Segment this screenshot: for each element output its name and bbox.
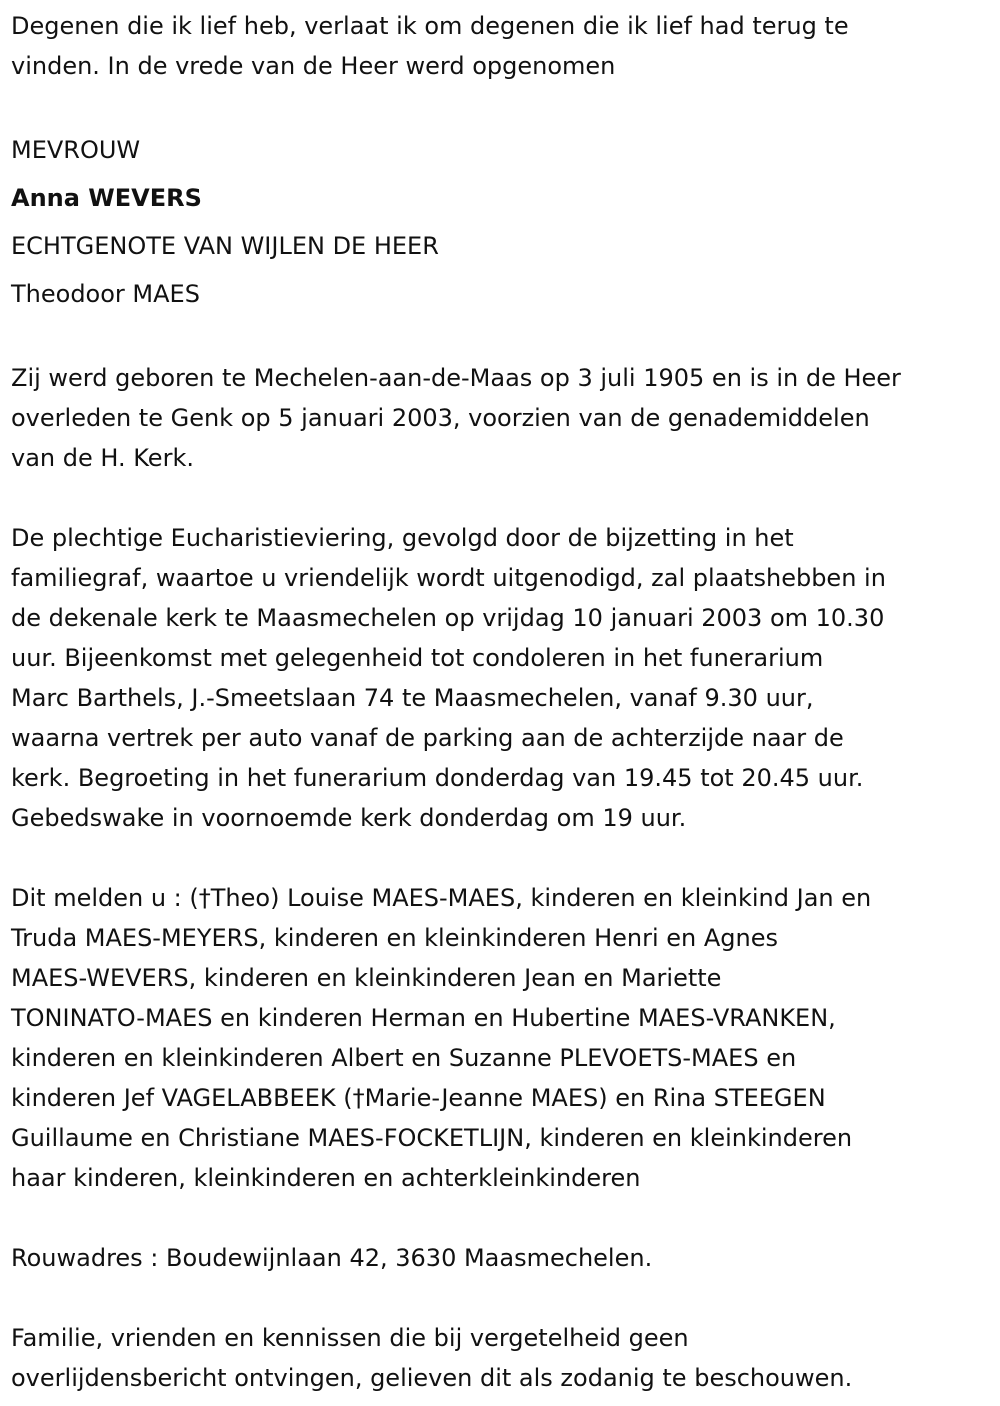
paragraph-gap [11,478,993,518]
deceased-heading [11,126,993,318]
ceremony-paragraph [11,518,993,838]
mourning-address: Rouwadres : Boudewijnlaan 42, 3630 Maasmechelen. [11,1244,653,1272]
ceremony-line: kerk. Begroeting in het funerarium donderdag van 19.45 tot 20.45 uur. [11,764,864,792]
title-honorific: MEVROUW [11,136,141,164]
ceremony-line: de dekenale kerk te Maasmechelen op vrijdag 10 januari 2003 om 10.30 [11,604,885,632]
spouse-name: Theodoor MAES [11,280,200,308]
closing-paragraph [11,1318,993,1398]
family-line: MAES-WEVERS, kinderen en kleinkinderen Jean en Mariette [11,964,722,992]
ceremony-line: De plechtige Eucharistieviering, gevolgd door de bijzetting in het [11,524,794,552]
family-line: TONINATO-MAES en kinderen Herman en Hubertine MAES-VRANKEN, [11,1004,836,1032]
ceremony-line: waarna vertrek per auto vanaf de parking aan de achterzijde naar de [11,724,844,752]
birth-death-line: Zij werd geboren te Mechelen-aan-de-Maas op 3 juli 1905 en is in de Heer [11,364,901,392]
intro-line: vinden. In de vrede van de Heer werd opgenomen [11,52,616,80]
family-line: kinderen Jef VAGELABBEEK (†Marie-Jeanne MAES) en Rina STEEGEN [11,1084,826,1112]
relation-line: ECHTGENOTE VAN WIJLEN DE HEER [11,232,439,260]
intro-line: Degenen die ik lief heb, verlaat ik om degenen die ik lief had terug te [11,12,849,40]
family-paragraph [11,878,993,1198]
closing-line: Familie, vrienden en kennissen die bij vergetelheid geen [11,1324,689,1352]
paragraph-gap [11,838,993,878]
ceremony-line: uur. Bijeenkomst met gelegenheid tot condoleren in het funerarium [11,644,824,672]
paragraph-gap [11,1278,993,1318]
family-line: Truda MAES-MEYERS, kinderen en kleinkinderen Henri en Agnes [11,924,779,952]
paragraph-gap [11,86,993,126]
family-line: Dit melden u : (†Theo) Louise MAES-MAES, kinderen en kleinkind Jan en [11,884,872,912]
birth-death-line: van de H. Kerk. [11,444,194,472]
ceremony-line: Marc Barthels, J.-Smeetslaan 74 te Maasmechelen, vanaf 9.30 uur, [11,684,814,712]
ceremony-line: familiegraf, waartoe u vriendelijk wordt uitgenodigd, zal plaatshebben in [11,564,886,592]
paragraph-gap [11,1198,993,1238]
deceased-name: Anna WEVERS [11,184,202,212]
family-line: Guillaume en Christiane MAES-FOCKETLIJN, kinderen en kleinkinderen [11,1124,853,1152]
paragraph-gap [11,318,993,358]
closing-line: overlijdensbericht ontvingen, gelieven dit als zodanig te beschouwen. [11,1364,853,1392]
intro-paragraph [11,6,993,86]
birth-death-line: overleden te Genk op 5 januari 2003, voorzien van de genademiddelen [11,404,870,432]
death-notice [11,6,993,1398]
ceremony-line: Gebedswake in voornoemde kerk donderdag om 19 uur. [11,804,687,832]
family-line: kinderen en kleinkinderen Albert en Suzanne PLEVOETS-MAES en [11,1044,797,1072]
family-line: haar kinderen, kleinkinderen en achterkleinkinderen [11,1164,641,1192]
birth-death-paragraph [11,358,993,478]
